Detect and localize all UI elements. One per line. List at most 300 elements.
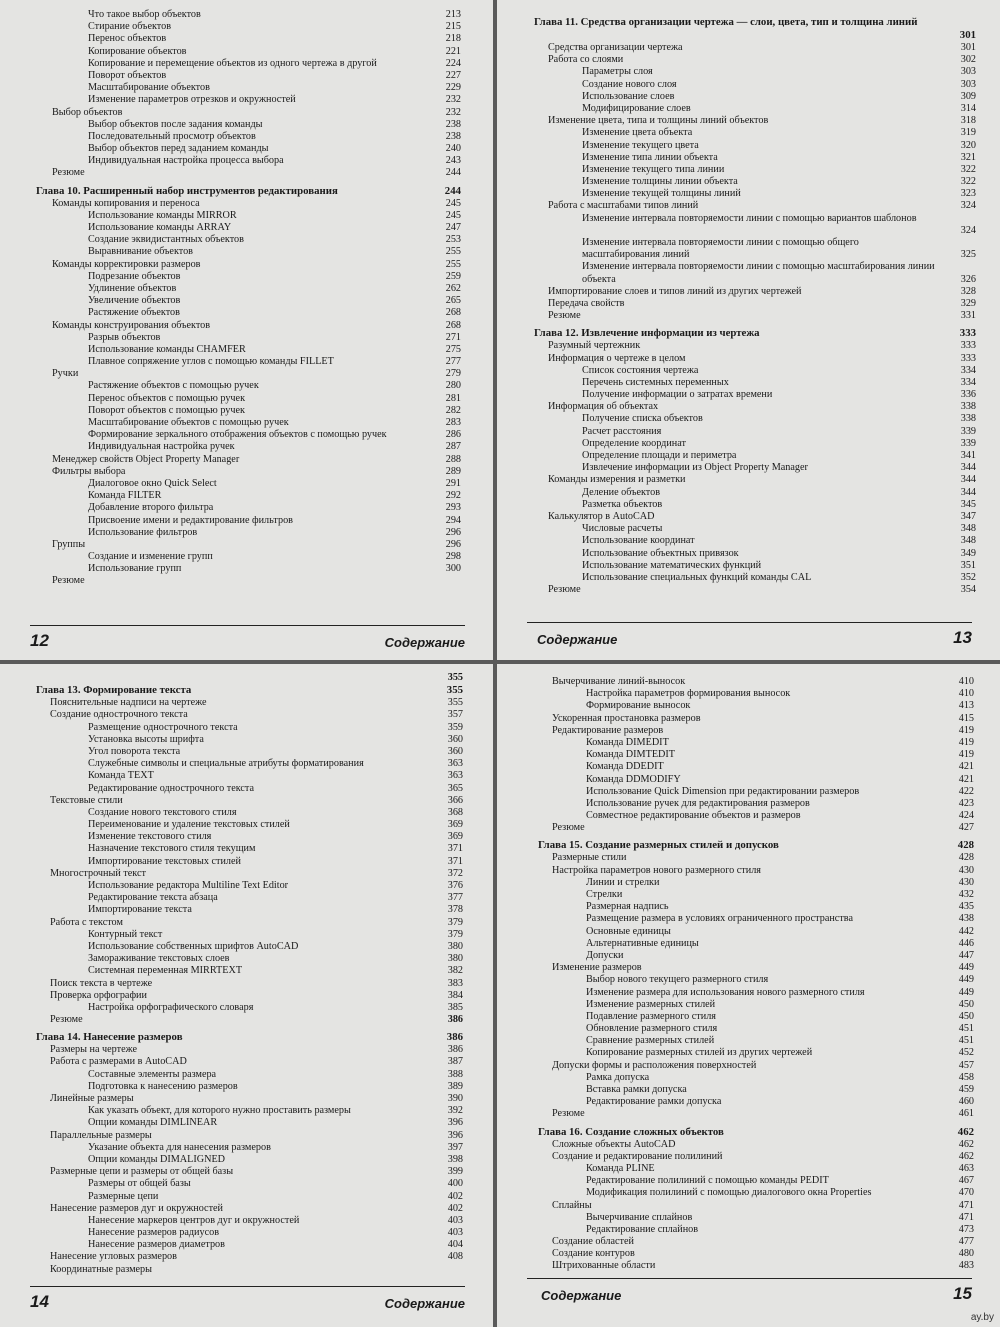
toc-entry-title: Создание однострочного текста	[50, 709, 188, 721]
toc-list	[497, 676, 1000, 1273]
toc-entry-title: Создание нового слоя	[582, 78, 677, 90]
toc-entry-title: Извлечение информации из Object Property Manager	[582, 462, 808, 474]
toc-entry	[497, 377, 1000, 389]
toc-entry	[497, 66, 1000, 78]
page-number: 13	[953, 628, 972, 647]
toc-entry	[0, 234, 493, 246]
toc-entry	[497, 79, 1000, 91]
toc-entry-title: Выбор объектов	[52, 106, 123, 118]
toc-page-number: 351	[960, 559, 976, 571]
toc-entry	[0, 1251, 493, 1263]
toc-page-number: 348	[960, 535, 976, 547]
toc-entry-title: Выбор нового текущего размерного стиля	[586, 974, 769, 986]
toc-entry-title: Изменение цвета, типа и толщины линий объектов	[548, 115, 769, 127]
toc-page-number: 452	[958, 1047, 974, 1059]
toc-entry-title: Индивидуальная настройка процесса выбора	[88, 155, 284, 167]
toc-entry-title: Изменение параметров отрезков и окружностей	[88, 94, 296, 106]
toc-page-number: 355	[447, 697, 463, 709]
toc-entry-title: Копирование размерных стилей из других чертежей	[586, 1047, 813, 1059]
toc-entry	[0, 271, 493, 283]
toc-page-number: 338	[960, 401, 976, 413]
toc-entry	[0, 1081, 493, 1093]
toc-entry-title: Перенос объектов	[88, 33, 167, 45]
toc-entry-title: Растяжение объектов с помощью ручек	[88, 380, 259, 392]
toc-entry-title: Переименование и удаление текстовых стилей	[88, 819, 290, 831]
toc-entry	[0, 332, 493, 344]
toc-page-number: 277	[445, 356, 461, 368]
toc-page-number: 383	[447, 977, 463, 989]
toc-entry	[0, 478, 493, 490]
toc-page-number: 467	[958, 1175, 974, 1187]
toc-page-number: 385	[447, 1001, 463, 1013]
toc-entry	[497, 401, 1000, 413]
toc-entry	[497, 474, 1000, 486]
toc-entry-title: Глава 11. Средства организации чертежа — слои, цвета, тип и толщина линий	[534, 16, 918, 28]
toc-page-number: 389	[447, 1080, 463, 1092]
toc-entry	[497, 42, 1000, 54]
toc-entry-title: Размещение однострочного текста	[88, 721, 238, 733]
toc-page-number: 413	[958, 700, 974, 712]
toc-entry	[497, 938, 1000, 950]
toc-entry	[497, 103, 1000, 115]
toc-entry-title: Использование Quick Dimension при редактировании размеров	[586, 785, 860, 797]
toc-entry	[0, 167, 493, 179]
toc-entry-title: Работа со слоями	[548, 54, 624, 66]
toc-entry-title: Резюме	[548, 584, 581, 596]
toc-entry-title: Использование команды MIRROR	[88, 209, 237, 221]
toc-entry	[0, 551, 493, 563]
toc-page-number: 259	[445, 270, 461, 282]
toc-entry-title: Использование ручек для редактирования размеров	[586, 797, 810, 809]
toc-entry-title: Использование команды CHAMFER	[88, 343, 246, 355]
toc-entry	[497, 1236, 1000, 1248]
toc-entry	[497, 1096, 1000, 1108]
toc-entry-title: Информация о чертеже в целом	[548, 352, 686, 364]
toc-entry	[0, 819, 493, 831]
toc-entry-title: Подавление размерного стиля	[586, 1010, 716, 1022]
toc-page-number: 386	[447, 1014, 463, 1026]
toc-entry-title: Команда PLINE	[586, 1162, 655, 1174]
toc-entry-title: Что такое выбор объектов	[88, 9, 201, 20]
toc-entry	[497, 761, 1000, 773]
toc-page-number: 321	[960, 151, 976, 163]
toc-entry-title: Допуски	[586, 949, 624, 961]
toc-page-number: 255	[445, 258, 461, 270]
toc-entry-title: Изменение типа линии объекта	[582, 151, 718, 163]
toc-entry	[0, 1105, 493, 1117]
toc-entry	[497, 298, 1000, 310]
toc-page-number: 369	[447, 831, 463, 843]
toc-entry-title: Нанесение угловых размеров	[50, 1251, 177, 1263]
toc-entry	[0, 307, 493, 319]
toc-page-number: 449	[958, 962, 974, 974]
toc-page-number: 283	[445, 417, 461, 428]
toc-entry	[0, 734, 493, 746]
toc-page-number: 450	[958, 998, 974, 1010]
toc-entry	[497, 1108, 1000, 1120]
toc-entry-title: Менеджер свойств Object Property Manager	[52, 453, 240, 465]
toc-entry-title: Резюме	[50, 1014, 83, 1026]
toc-entry	[0, 429, 493, 441]
toc-page-number: 376	[447, 880, 463, 891]
toc-list	[0, 9, 493, 588]
toc-entry-title: Передача свойств	[548, 297, 625, 309]
toc-page-number: 331	[960, 310, 976, 322]
toc-entry	[0, 70, 493, 82]
toc-page-number: 289	[445, 465, 461, 477]
toc-entry-title: Опции команды DIMLINEAR	[88, 1117, 218, 1129]
toc-chapter-heading	[497, 16, 1000, 42]
toc-entry	[497, 310, 1000, 322]
toc-entry-title: Создание эквидистантных объектов	[88, 234, 244, 246]
toc-entry	[0, 1002, 493, 1014]
toc-entry-title: Копирование и перемещение объектов из одного чертежа в другой	[88, 57, 377, 69]
running-title: Содержание	[541, 1288, 622, 1303]
toc-entry-title: Информация об объектах	[548, 401, 659, 413]
toc-entry-title: Текстовые стили	[50, 794, 123, 806]
toc-entry-title: Допуски формы и расположения поверхностей	[552, 1059, 757, 1071]
toc-entry-title: Растяжение объектов	[88, 307, 180, 319]
toc-entry	[0, 515, 493, 527]
toc-entry	[497, 1072, 1000, 1084]
toc-page-number: 483	[958, 1260, 974, 1272]
toc-page-number: 398	[447, 1153, 463, 1165]
toc-page-number: 403	[447, 1214, 463, 1226]
toc-entry-title: Изменение интервала повторяемости линии с помощью масштабирования линии объекта	[582, 261, 935, 285]
toc-page-number: 470	[958, 1187, 974, 1199]
toc-page-number: 268	[445, 307, 461, 319]
toc-page-number: 457	[958, 1059, 974, 1071]
toc-entry-title: Команды конструирования объектов	[52, 319, 211, 331]
toc-page-number: 349	[960, 547, 976, 559]
toc-entry-title: Размеры на чертеже	[50, 1044, 138, 1056]
toc-page-number: 384	[447, 989, 463, 1001]
page-footer	[0, 1286, 493, 1326]
toc-page-number: 428	[957, 839, 974, 852]
toc-entry	[497, 560, 1000, 572]
toc-entry	[0, 892, 493, 904]
toc-page-number: 450	[958, 1010, 974, 1022]
page-number: 14	[30, 1292, 49, 1311]
toc-entry	[0, 697, 493, 709]
toc-entry-title: Средства организации чертежа	[548, 42, 683, 53]
toc-page-number: 282	[445, 404, 461, 416]
toc-entry	[497, 737, 1000, 749]
toc-entry-title: Проверка орфографии	[50, 989, 147, 1001]
toc-entry-title: Использование специальных функций команды CAL	[582, 571, 812, 583]
toc-entry	[0, 965, 493, 977]
toc-entry	[497, 901, 1000, 913]
toc-page-number: 462	[957, 1125, 974, 1138]
toc-entry-title: Числовые расчеты	[582, 523, 663, 535]
toc-entry-title: Определение координат	[582, 437, 686, 449]
toc-page-number: 286	[445, 429, 461, 441]
toc-entry-title: Резюме	[52, 167, 85, 179]
toc-page-number: 432	[958, 889, 974, 900]
toc-entry	[0, 344, 493, 356]
toc-chapter-heading	[497, 1126, 1000, 1139]
footer-rule	[527, 622, 972, 623]
toc-entry	[0, 1154, 493, 1166]
toc-page-number: 347	[960, 510, 976, 522]
toc-entry	[0, 868, 493, 880]
toc-entry	[497, 987, 1000, 999]
toc-entry-title: Поворот объектов с помощью ручек	[88, 404, 245, 416]
toc-page-number: 366	[447, 794, 463, 806]
toc-page-number: 322	[960, 163, 976, 175]
toc-page-number: 365	[447, 782, 463, 794]
toc-entry-title: Резюме	[552, 822, 585, 834]
toc-entry-title: Ручки	[52, 368, 79, 380]
toc-page-number: 449	[958, 974, 974, 986]
toc-entry	[0, 856, 493, 868]
toc-page-number: 419	[958, 736, 974, 748]
toc-entry-title: Совместное редактирование объектов и размеров	[586, 810, 801, 822]
toc-entry	[497, 950, 1000, 962]
toc-page-number: 397	[447, 1141, 463, 1153]
toc-entry	[0, 1142, 493, 1154]
toc-page-number: 325	[960, 249, 976, 261]
toc-page-number: 447	[958, 949, 974, 961]
toc-entry-title: Сложные объекты AutoCAD	[552, 1138, 676, 1150]
toc-entry-title: Стрелки	[586, 889, 623, 900]
page-number: 15	[953, 1284, 972, 1303]
toc-entry-title: Нанесение размеров диаметров	[88, 1239, 225, 1251]
toc-entry	[497, 810, 1000, 822]
toc-page-number: 368	[447, 806, 463, 818]
toc-entry	[0, 1014, 493, 1026]
toc-list	[497, 16, 1000, 596]
toc-entry-title: Команда FILTER	[88, 490, 162, 502]
toc-entry	[497, 713, 1000, 725]
toc-entry-title: Настройка орфографического словаря	[88, 1001, 254, 1013]
toc-page-number: 345	[960, 498, 976, 510]
toc-page-number: 471	[958, 1211, 974, 1223]
toc-entry	[0, 575, 493, 587]
toc-entry	[497, 54, 1000, 66]
toc-entry	[497, 1187, 1000, 1199]
toc-entry	[497, 1260, 1000, 1272]
toc-entry-title: Добавление второго фильтра	[88, 502, 214, 514]
toc-entry-title: Импортирование слоев и типов линий из других чертежей	[548, 285, 802, 297]
toc-page-number: 344	[960, 474, 976, 486]
toc-page-number: 460	[958, 1096, 974, 1108]
toc-page-number: 430	[958, 876, 974, 888]
toc-page-number: 363	[447, 758, 463, 770]
toc-entry	[497, 774, 1000, 786]
toc-entry	[0, 1191, 493, 1203]
toc-page-number: 357	[447, 709, 463, 721]
toc-entry	[497, 213, 1000, 237]
toc-page-number: 387	[447, 1056, 463, 1068]
toc-entry	[497, 164, 1000, 176]
toc-entry-title: Копирование объектов	[88, 45, 187, 57]
toc-entry	[497, 499, 1000, 511]
toc-entry-title: Глава 14. Нанесение размеров	[36, 1031, 183, 1044]
toc-entry	[0, 320, 493, 332]
toc-page-number: 380	[447, 953, 463, 965]
toc-entry-title: Изменение размерных стилей	[586, 998, 716, 1010]
toc-entry	[0, 1044, 493, 1056]
toc-entry	[0, 831, 493, 843]
toc-page-number: 271	[445, 331, 461, 343]
toc-entry	[0, 466, 493, 478]
toc-page-number: 224	[445, 57, 461, 69]
toc-entry	[0, 1166, 493, 1178]
toc-entry	[497, 1084, 1000, 1096]
toc-page-number: 458	[958, 1071, 974, 1083]
toc-entry-title: Получение списка объектов	[582, 413, 703, 425]
toc-entry-title: Нанесение размеров дуг и окружностей	[50, 1202, 224, 1214]
toc-entry-title: Разметка объектов	[582, 498, 663, 510]
toc-entry	[497, 913, 1000, 925]
toc-entry	[497, 548, 1000, 560]
toc-entry	[497, 822, 1000, 834]
running-title: Содержание	[537, 632, 618, 647]
toc-entry	[497, 127, 1000, 139]
toc-entry-title: Стирание объектов	[88, 21, 172, 33]
toc-entry	[497, 535, 1000, 547]
toc-page-number: 451	[958, 1035, 974, 1047]
toc-entry-title: Вычерчивание линий-выносок	[552, 676, 686, 687]
toc-entry-title: Использование слоев	[582, 90, 675, 102]
toc-entry	[0, 953, 493, 965]
toc-entry-title: Обновление размерного стиля	[586, 1023, 718, 1035]
toc-entry-title: Системная переменная MIRRTEXT	[88, 965, 243, 977]
toc-page-number: 323	[960, 188, 976, 200]
toc-entry-title: Изменение цвета объекта	[582, 127, 693, 139]
toc-page-number: 408	[447, 1251, 463, 1263]
toc-page-number: 462	[958, 1138, 974, 1150]
toc-entry-title: Использование координат	[582, 535, 695, 547]
toc-entry	[0, 978, 493, 990]
toc-entry	[0, 917, 493, 929]
toc-page-number: 355	[446, 684, 463, 697]
toc-page-number: 438	[958, 913, 974, 925]
toc-entry-title: Список состояния чертежа	[582, 364, 699, 376]
toc-entry-title: Изменение толщины линии объекта	[582, 176, 738, 188]
toc-entry	[0, 417, 493, 429]
toc-page-number: 336	[960, 389, 976, 401]
toc-entry	[497, 286, 1000, 298]
page-14	[0, 664, 493, 1327]
toc-page-number: 324	[960, 224, 976, 236]
toc-entry	[497, 1139, 1000, 1151]
footer-rule	[527, 1278, 972, 1279]
toc-entry-title: Расчет расстояния	[582, 425, 662, 437]
toc-entry	[0, 1117, 493, 1129]
toc-entry	[0, 283, 493, 295]
toc-page-number: 279	[445, 368, 461, 380]
toc-entry	[0, 1227, 493, 1239]
toc-entry	[0, 758, 493, 770]
toc-entry	[0, 356, 493, 368]
toc-entry	[0, 131, 493, 143]
toc-entry	[0, 563, 493, 575]
toc-entry-title: Редактирование сплайнов	[586, 1223, 699, 1235]
running-title: Содержание	[384, 635, 465, 650]
toc-page-number: 459	[958, 1084, 974, 1095]
toc-page-number: 287	[445, 441, 461, 453]
toc-entry	[0, 368, 493, 380]
toc-entry-title: Указание объекта для нанесения размеров	[88, 1141, 271, 1153]
toc-entry	[0, 210, 493, 222]
toc-page-number: 296	[445, 538, 461, 550]
toc-page-number: 446	[958, 937, 974, 949]
toc-entry-title: Команда DIMTEDIT	[586, 749, 676, 761]
toc-list	[0, 672, 493, 1276]
toc-page-number: 390	[447, 1093, 463, 1104]
toc-page-number: 421	[958, 761, 974, 773]
toc-entry-title: Размещение размера в условиях ограниченного пространства	[586, 913, 853, 925]
toc-entry	[0, 1203, 493, 1215]
toc-entry-title: Формирование зеркального отображения объектов с помощью ручек	[88, 429, 387, 441]
toc-page-number: 326	[960, 273, 976, 285]
toc-page-number: 314	[960, 102, 976, 114]
toc-entry-title: Подрезание объектов	[88, 270, 181, 282]
toc-entry-title: Импортирование текста	[88, 904, 192, 916]
toc-entry-title: Параметры слоя	[582, 66, 653, 78]
toc-entry	[0, 722, 493, 734]
toc-page-number: 320	[960, 139, 976, 151]
toc-page-number: 480	[958, 1248, 974, 1260]
toc-entry-title: Перенос объектов с помощью ручек	[88, 392, 246, 404]
toc-entry-title: Использование собственных шрифтов AutoCAD	[88, 940, 299, 952]
toc-entry	[0, 783, 493, 795]
toc-entry	[0, 21, 493, 33]
toc-chapter-heading	[0, 185, 493, 198]
toc-page-number: 352	[960, 571, 976, 583]
toc-entry	[497, 1035, 1000, 1047]
toc-entry	[0, 746, 493, 758]
toc-page-number: 354	[960, 584, 976, 596]
toc-entry-title: Работа с текстом	[50, 916, 123, 928]
footer-rule	[30, 1286, 465, 1287]
toc-entry	[497, 725, 1000, 737]
toc-entry-title: Линии и стрелки	[586, 876, 660, 888]
toc-page-number: 461	[958, 1108, 974, 1120]
toc-entry-title: Использование команды ARRAY	[88, 222, 232, 233]
footer-rule	[30, 625, 465, 626]
toc-entry	[497, 974, 1000, 986]
toc-entry-title: Деление объектов	[582, 486, 661, 498]
toc-entry	[0, 709, 493, 721]
toc-entry	[0, 1264, 493, 1276]
toc-entry-title: Сплайны	[552, 1199, 592, 1211]
toc-entry-title: Угол поворота текста	[88, 745, 181, 757]
toc-page-number: 410	[958, 676, 974, 687]
toc-entry-title: Настройка параметров нового размерного стиля	[552, 864, 761, 876]
toc-entry-title: Формирование выносок	[586, 700, 691, 712]
toc-entry	[0, 527, 493, 539]
toc-entry	[497, 688, 1000, 700]
toc-entry	[497, 353, 1000, 365]
toc-entry	[497, 426, 1000, 438]
toc-entry	[0, 1215, 493, 1227]
toc-page-number: 243	[445, 155, 461, 167]
toc-page-number: 338	[960, 413, 976, 425]
toc-entry-title: Поворот объектов	[88, 69, 167, 81]
toc-entry-title: Удлинение объектов	[88, 282, 177, 294]
toc-page-number: 229	[445, 82, 461, 94]
toc-page-number: 303	[960, 66, 976, 78]
toc-entry	[497, 798, 1000, 810]
toc-page-number: 363	[447, 770, 463, 782]
toc-entry-title: Изменение интервала повторяемости линии с помощью общего масштабирования линий	[582, 237, 859, 261]
toc-entry	[497, 115, 1000, 127]
toc-entry-title: Разрыв объектов	[88, 331, 161, 343]
toc-page-number: 275	[445, 343, 461, 355]
